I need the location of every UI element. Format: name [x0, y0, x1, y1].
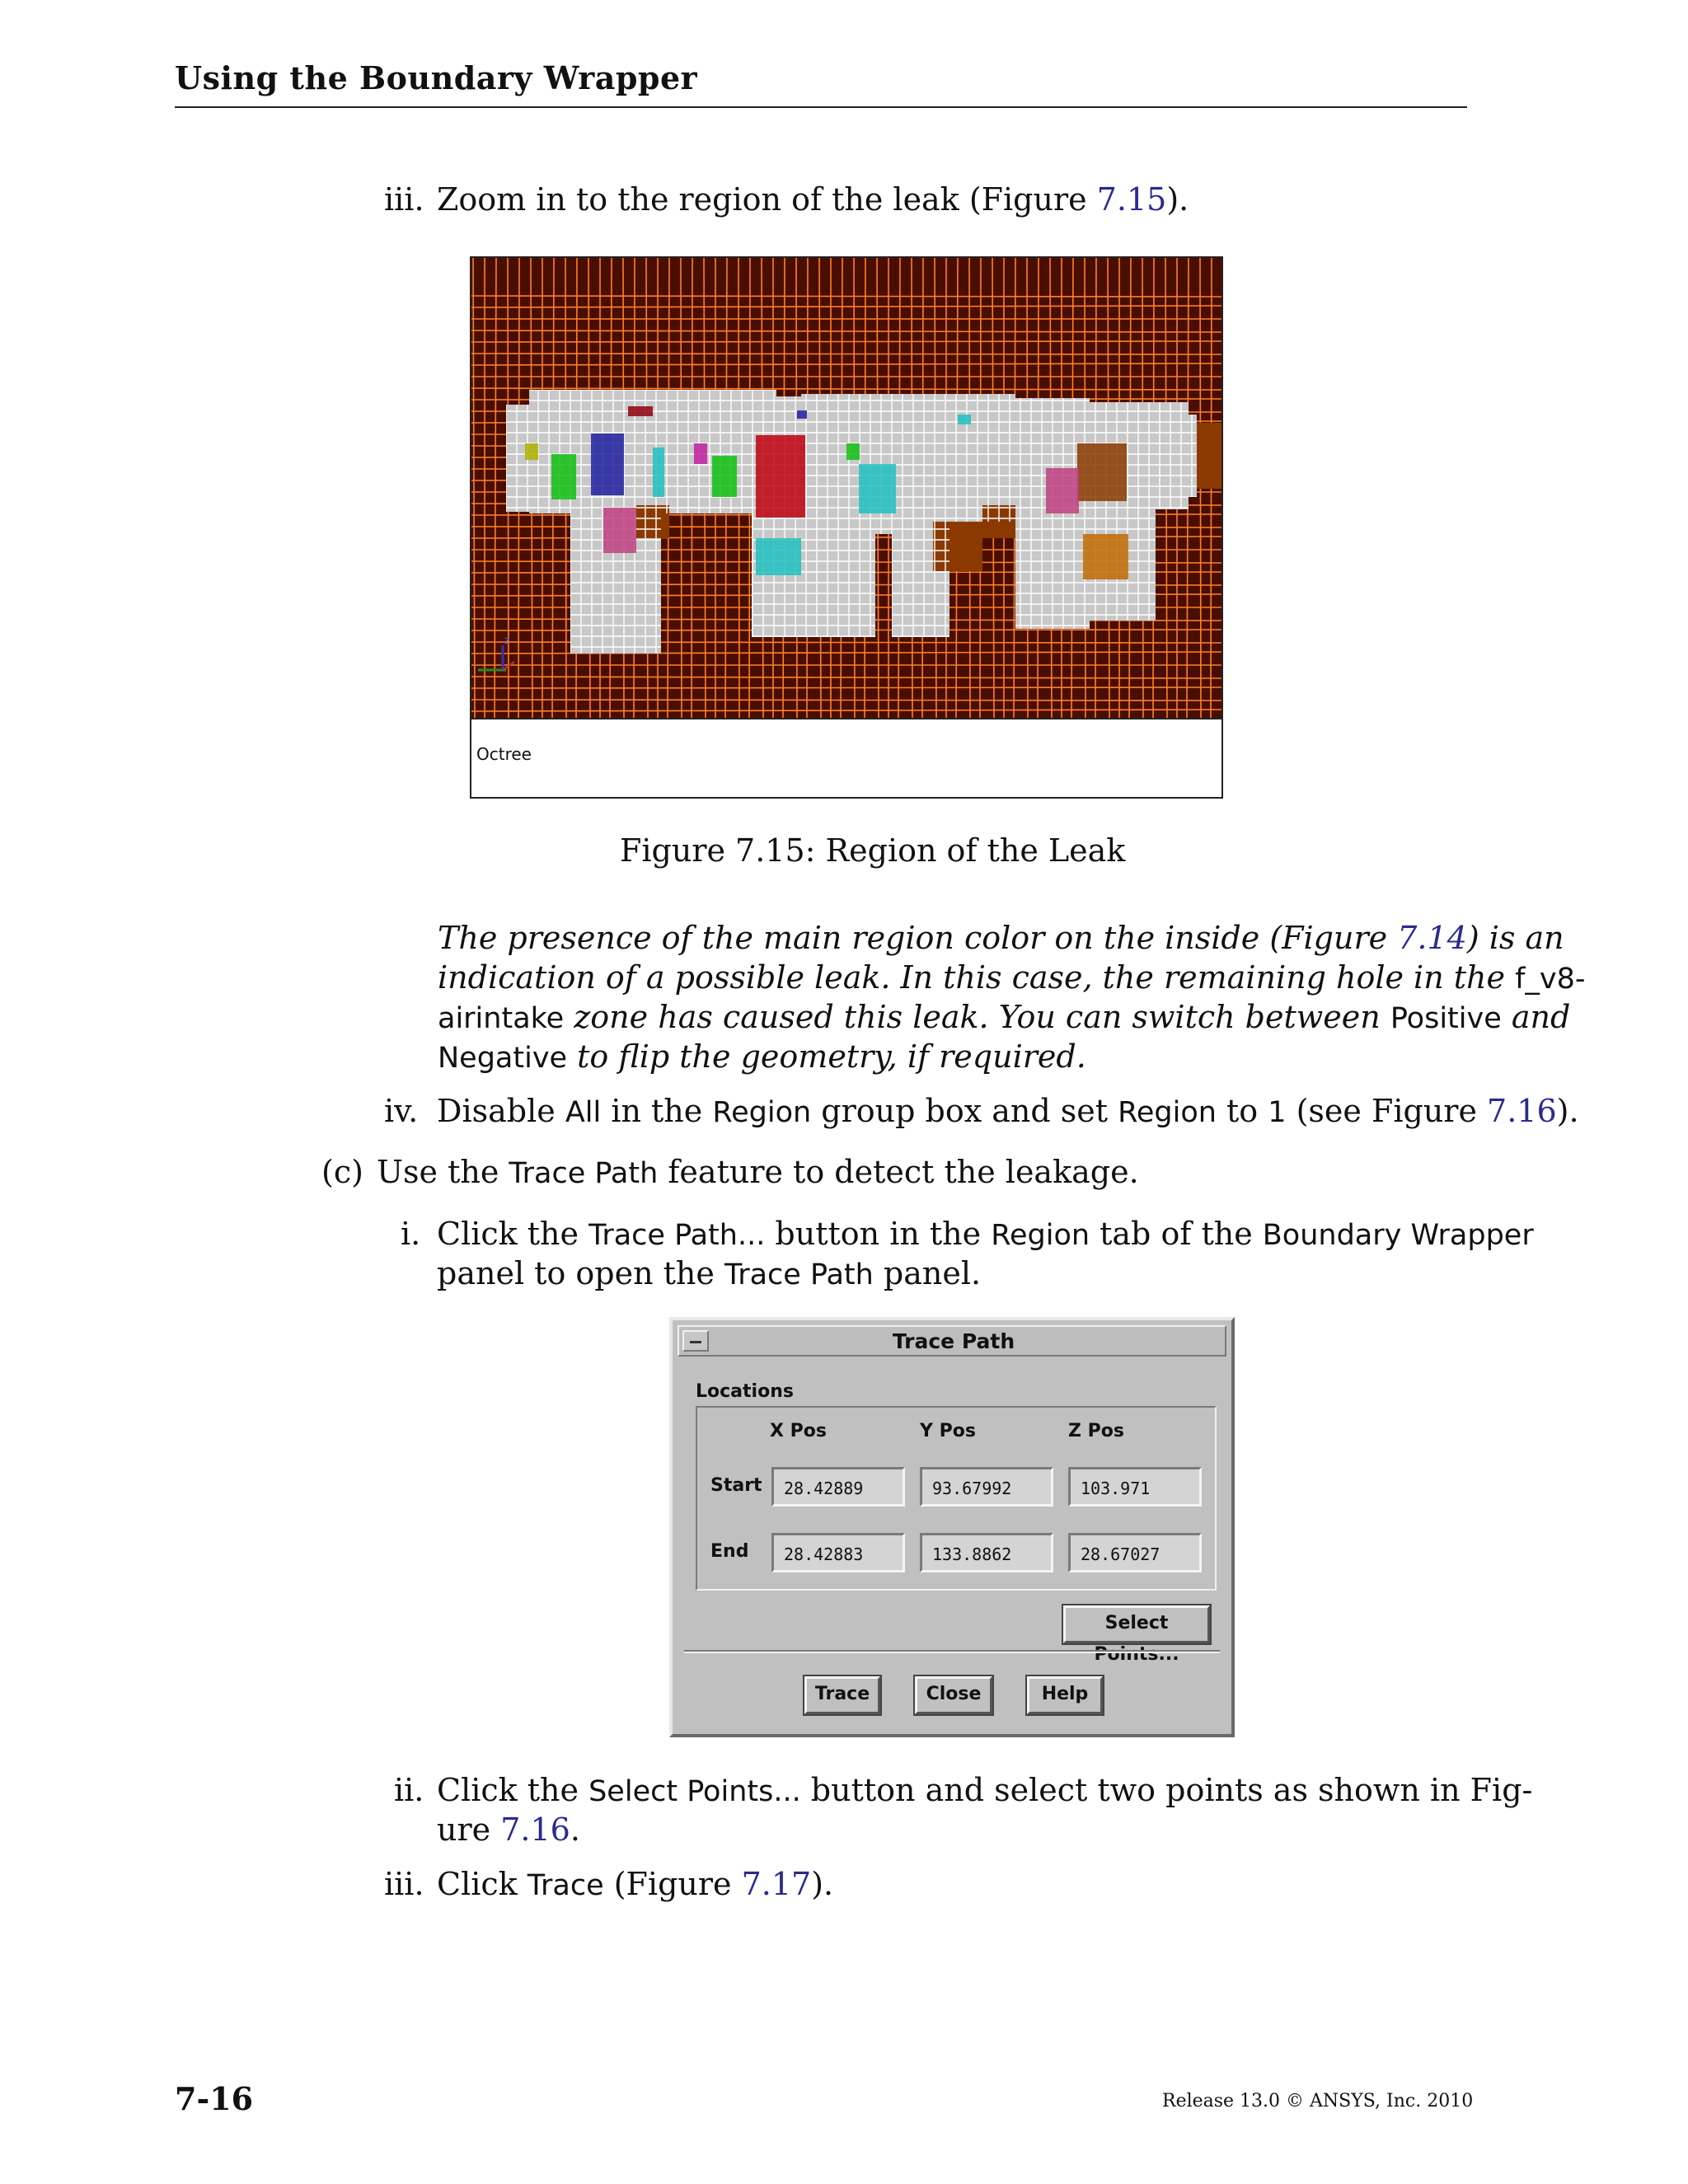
locations-group [696, 1406, 1217, 1591]
z-pos-header: Z Pos [1068, 1421, 1124, 1441]
region-tab-ref: Region [991, 1219, 1090, 1252]
header-rule [175, 106, 1467, 108]
step-c-marker: (c) [321, 1154, 363, 1190]
step-iv-text [437, 1091, 1579, 1132]
end-y-field[interactable]: 133.8862 [920, 1533, 1053, 1572]
figure-link-7-16[interactable]: 7.16 [500, 1811, 570, 1848]
svg-text:z: z [504, 635, 510, 646]
note-line-2 [438, 958, 1586, 999]
step-text: Use the [377, 1154, 509, 1190]
step-text: button in the [765, 1216, 992, 1252]
trace-path-panel-ref: Trace Path [724, 1258, 874, 1291]
y-pos-header: Y Pos [920, 1421, 976, 1441]
step-iii-trace-text [437, 1864, 833, 1905]
trace-path-dialog [669, 1317, 1235, 1737]
zone-name: airintake [438, 1002, 565, 1035]
figure-link-7-15[interactable]: 7.15 [1096, 181, 1167, 218]
step-text: (see Figure [1286, 1093, 1488, 1129]
figure-link-7-16[interactable]: 7.16 [1487, 1093, 1557, 1129]
step-text: Zoom in to the region of the leak (Figure [437, 181, 1097, 218]
end-x-field[interactable]: 28.42883 [771, 1533, 905, 1572]
step-text: button and select two points as shown in Fig- [800, 1772, 1533, 1808]
note-text: indication of a possible leak. In this case, the remaining hole in the [438, 959, 1516, 996]
help-button[interactable]: Help [1027, 1676, 1103, 1714]
start-z-field[interactable]: 103.971 [1068, 1467, 1202, 1507]
dialog-title: Trace Path [892, 1329, 1015, 1353]
positive-option: Positive [1390, 1002, 1502, 1035]
trace-button[interactable]: Trace [804, 1676, 880, 1714]
step-text: Disable [437, 1093, 565, 1129]
step-i-marker: i. [401, 1216, 421, 1252]
trace-path-feature: Trace Path [509, 1157, 659, 1190]
step-text: panel to open the [437, 1255, 724, 1291]
start-y-field[interactable]: 93.67992 [920, 1467, 1053, 1507]
select-points-ref: Select Points... [588, 1775, 801, 1808]
note-text: and [1501, 999, 1571, 1035]
step-text: in the [601, 1093, 713, 1129]
step-text: tab of the [1090, 1216, 1263, 1252]
step-iii-zoom-text [437, 180, 1189, 219]
step-ii-line-1 [437, 1770, 1533, 1811]
running-header-title: Using the Boundary Wrapper [175, 59, 698, 96]
figure-link-7-14[interactable]: 7.14 [1397, 920, 1467, 956]
note-text: ) is an [1466, 920, 1564, 956]
step-text: to [1216, 1093, 1268, 1129]
step-text: (Figure [603, 1866, 742, 1902]
step-i-line-1 [437, 1214, 1534, 1255]
step-text: ure [437, 1811, 501, 1848]
step-c-text [377, 1152, 1139, 1193]
region-group: Region [712, 1096, 812, 1129]
step-text: Click the [437, 1216, 589, 1252]
graphics-label: Octree [476, 744, 532, 764]
step-text: ). [1556, 1093, 1579, 1129]
note-text: zone has caused this leak. You can switch between [564, 999, 1390, 1035]
boundary-wrapper-ref: Boundary Wrapper [1262, 1219, 1534, 1252]
dialog-titlebar[interactable] [678, 1325, 1226, 1357]
close-button[interactable]: Close [915, 1676, 992, 1714]
step-text: . [570, 1811, 580, 1848]
start-label: Start [710, 1475, 762, 1496]
graphics-caption-area [471, 718, 1221, 799]
step-iii-trace-marker: iii. [384, 1866, 424, 1902]
step-text: ). [1166, 181, 1189, 218]
start-x-field[interactable]: 28.42889 [771, 1467, 905, 1507]
zone-name: f_v8- [1515, 963, 1586, 996]
step-ii-marker: ii. [394, 1772, 424, 1808]
end-label: End [710, 1541, 749, 1562]
note-line-4 [438, 1037, 1086, 1078]
x-pos-header: X Pos [770, 1421, 827, 1441]
release-notice: Release 13.0 © ANSYS, Inc. 2010 [1162, 2091, 1474, 2111]
dialog-separator [684, 1650, 1220, 1653]
note-line-1 [438, 918, 1564, 958]
step-iii-zoom-marker: iii. [384, 181, 424, 218]
step-text: group box and set [811, 1093, 1118, 1129]
locations-group-label: Locations [696, 1381, 794, 1402]
region-value: 1 [1268, 1096, 1287, 1129]
negative-option: Negative [438, 1042, 568, 1075]
step-text: panel. [873, 1255, 982, 1291]
note-text: The presence of the main region color on the inside (Figure [438, 920, 1398, 956]
figure-caption: Figure 7.15: Region of the Leak [620, 832, 1126, 869]
step-ii-line-2 [437, 1810, 580, 1849]
step-text: Click [437, 1866, 528, 1902]
step-text: feature to detect the leakage. [658, 1154, 1139, 1190]
mesh-viewport [471, 258, 1221, 718]
note-line-3 [438, 997, 1571, 1038]
region-field: Region [1118, 1096, 1217, 1129]
all-option: All [565, 1096, 602, 1129]
step-iv-marker: iv. [384, 1093, 419, 1129]
trace-path-button-ref: Trace Path... [588, 1219, 766, 1252]
step-text: ). [811, 1866, 834, 1902]
select-points-button[interactable]: Select Points... [1063, 1605, 1210, 1643]
trace-button-ref: Trace [527, 1869, 604, 1902]
page-number: 7-16 [175, 2080, 254, 2117]
note-text: to flip the geometry, if required. [567, 1038, 1086, 1075]
octree-mesh-figure [470, 256, 1223, 799]
step-i-line-2 [437, 1254, 981, 1295]
step-text: Click the [437, 1772, 589, 1808]
figure-link-7-17[interactable]: 7.17 [741, 1866, 812, 1902]
end-z-field[interactable]: 28.67027 [1068, 1533, 1202, 1572]
